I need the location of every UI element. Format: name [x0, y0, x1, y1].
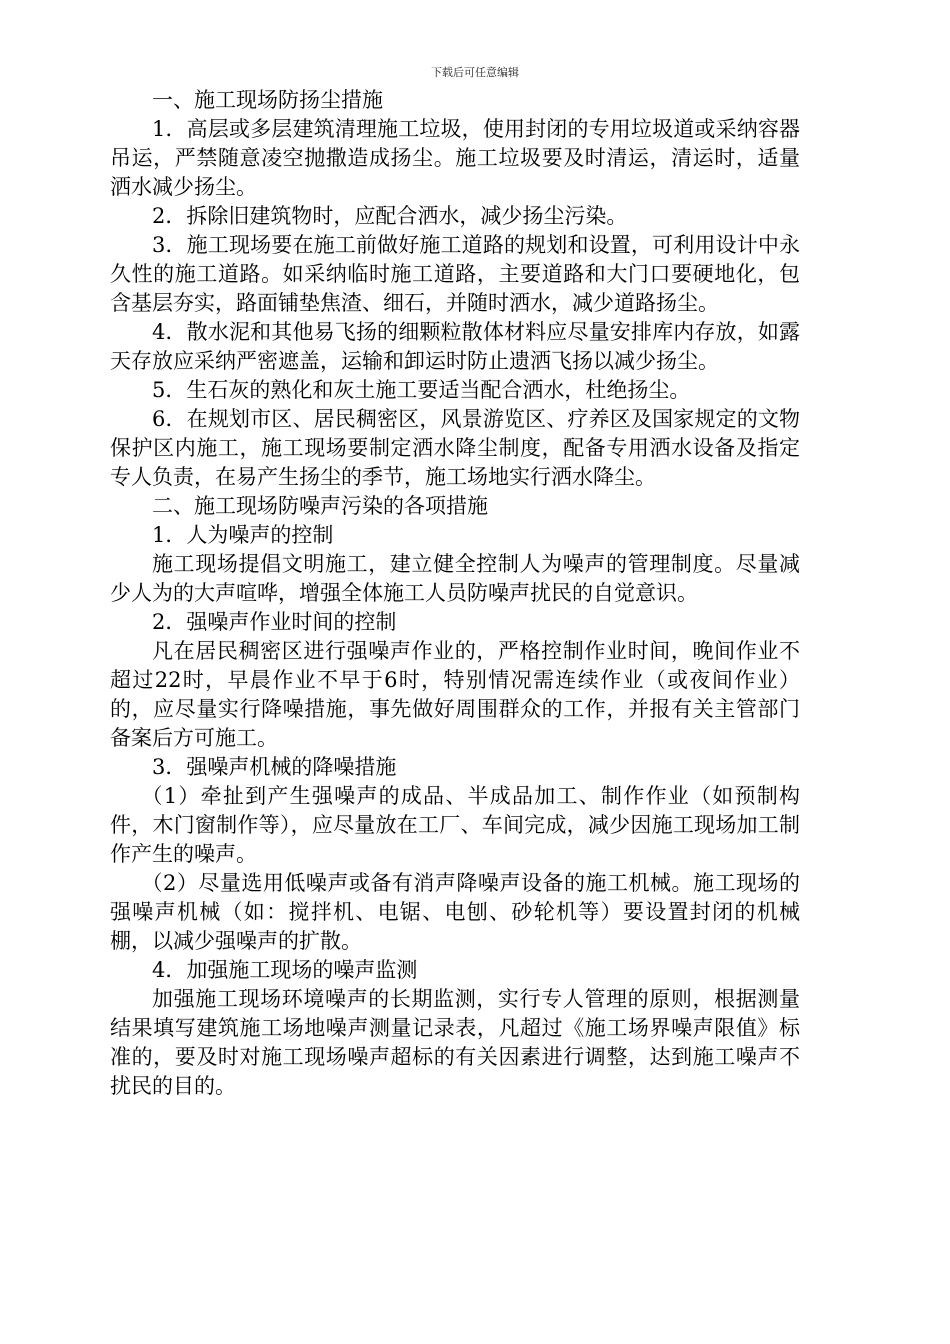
paragraph: 4．散水泥和其他易飞扬的细颗粒散体材料应尽量安排库内存放，如露天存放应采纳严密遮盖，运输和卸运时防止遗洒飞扬以减少扬尘。 [110, 320, 800, 373]
page-header: 下载后可任意编辑 [431, 66, 519, 79]
paragraph: 2．拆除旧建筑物时，应配合洒水，减少扬尘污染。 [152, 204, 628, 228]
section-heading-noise: 二、施工现场防噪声污染的各项措施 [152, 494, 488, 518]
paragraph: 施工现场提倡文明施工，建立健全控制人为噪声的管理制度。尽量减少人为的大声喧哗，增强全体施工人员防噪声扰民的自觉意识。 [110, 552, 800, 605]
paragraph: （1）牵扯到产生强噪声的成品、半成品加工、制作作业（如预制构件，木门窗制作等），应尽量放在工厂、车间完成，减少因施工现场加工制作产生的噪声。 [110, 784, 800, 866]
paragraph: 1．高层或多层建筑清理施工垃圾，使用封闭的专用垃圾道或采纳容器吊运，严禁随意凌空抛撒造成扬尘。施工垃圾要及时清运，清运时，适量洒水减少扬尘。 [110, 117, 800, 199]
document-body [110, 86, 800, 1101]
subheading: 4．加强施工现场的噪声监测 [152, 958, 418, 982]
paragraph: （2）尽量选用低噪声或备有消声降噪声设备的施工机械。施工现场的强噪声机械（如：搅拌机、电锯、电刨、砂轮机等）要设置封闭的机械棚，以减少强噪声的扩散。 [110, 871, 800, 953]
paragraph: 凡在居民稠密区进行强噪声作业的，严格控制作业时间，晚间作业不超过22时，早晨作业不早于6时，特别情况需连续作业（或夜间作业）的，应尽量实行降噪措施，事先做好周围群众的工作，并报有关主管部门备案后方可施工。 [110, 639, 800, 750]
paragraph: 加强施工现场环境噪声的长期监测，实行专人管理的原则，根据测量结果填写建筑施工场地噪声测量记录表，凡超过《施工场界噪声限值》标准的，要及时对施工现场噪声超标的有关因素进行调整，达到施工噪声不扰民的目的。 [110, 987, 800, 1098]
section-heading-dust: 一、施工现场防扬尘措施 [152, 88, 383, 112]
subheading: 1．人为噪声的控制 [152, 523, 334, 547]
subheading: 3．强噪声机械的降噪措施 [152, 755, 397, 779]
paragraph: 3．施工现场要在施工前做好施工道路的规划和设置，可利用设计中永久性的施工道路。如采纳临时施工道路，主要道路和大门口要硬地化，包含基层夯实，路面铺垫焦渣、细石，并随时洒水，减少道路扬尘。 [110, 233, 800, 315]
paragraph: 6．在规划市区、居民稠密区，风景游览区、疗养区及国家规定的文物保护区内施工，施工现场要制定洒水降尘制度，配备专用洒水设备及指定专人负责，在易产生扬尘的季节，施工场地实行洒水降尘。 [110, 407, 800, 489]
paragraph: 5．生石灰的熟化和灰土施工要适当配合洒水，杜绝扬尘。 [152, 378, 691, 402]
subheading: 2．强噪声作业时间的控制 [152, 610, 397, 634]
